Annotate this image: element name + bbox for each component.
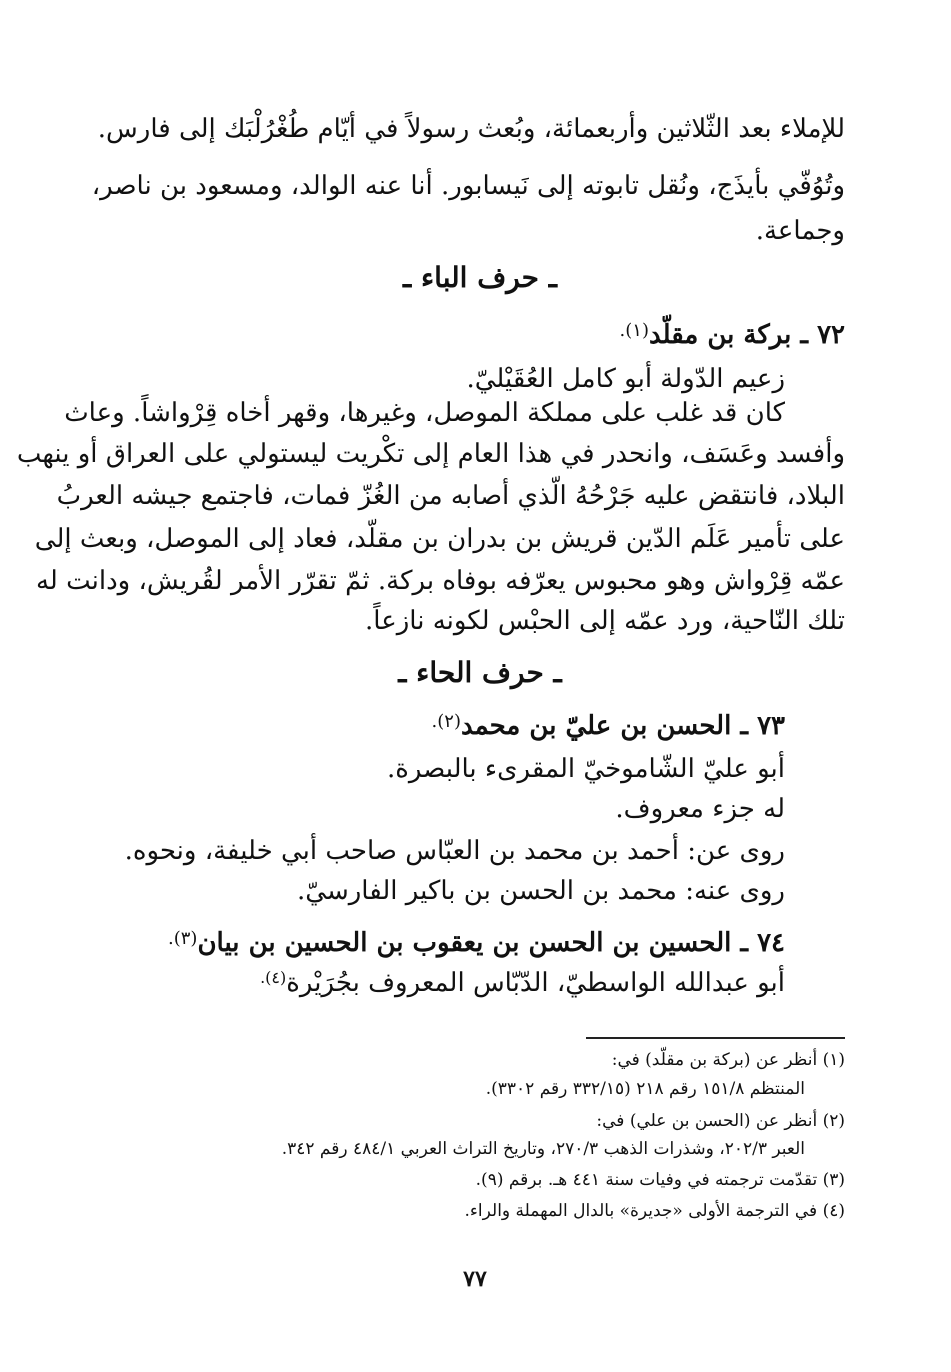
entry-72-title-text: ٧٢ ـ بركة بن مقلّد bbox=[648, 320, 845, 350]
entry-73-line-4: روى عنه: محمد بن الحسن بن باكير الفارسيّ. bbox=[297, 876, 785, 906]
footnote-4: (٤) في الترجمة الأولى «جديرة» بالدال المهملة والراء. bbox=[464, 1201, 845, 1221]
footnote-2: (٢) أنظر عن (الحسن بن علي) في: bbox=[596, 1111, 845, 1131]
intro-line-3: وجماعة. bbox=[755, 216, 845, 246]
footnote-1-source: المنتظم ١٥١/٨ رقم ٢١٨ (٣٣٢/١٥ رقم ٣٣٠٢). bbox=[485, 1079, 805, 1099]
entry-73-line-3: روى عن: أحمد بن محمد بن العبّاس صاحب أبي خليفة، ونحوه. bbox=[124, 836, 785, 866]
intro-line-2: وتُوُفّي بأيذَج، ونُقل تابوته إلى نَيسابور. أنا عنه الوالد، ومسعود بن ناصر، bbox=[91, 171, 845, 201]
entry-74-line-1 bbox=[260, 968, 785, 998]
entry-72-line-6: عمّه قِرْواش وهو محبوس يعرّفه بوفاه بركة. ثمّ تقرّر الأمر لقُريش، ودانت له bbox=[35, 566, 845, 596]
entry-73-line-1: أبو عليّ الشّاموخيّ المقرىء بالبصرة. bbox=[386, 754, 785, 784]
entry-72-line-2: كان قد غلب على مملكة الموصل، وغيرها، وقهر أخاه قِرْواشاً. وعاث bbox=[64, 398, 785, 428]
page-number: ٧٧ bbox=[463, 1266, 487, 1292]
entry-72-line-5: على تأمير عَلَم الدّين قريش بن بدران بن مقلّد، فعاد إلى الموصل، وبعث إلى bbox=[34, 524, 845, 554]
entry-74-title-text: ٧٤ ـ الحسين بن الحسن بن يعقوب بن الحسين بن بيان bbox=[197, 928, 785, 958]
entry-73-footnote-ref: (٢). bbox=[431, 711, 461, 732]
entry-73-line-2: له جزء معروف. bbox=[615, 794, 785, 824]
entry-72-line-7: تلك النّاحية، ورد عمّه إلى الحبْس لكونه نازعاً. bbox=[365, 606, 845, 636]
footnote-2-source: العبر ٢٠٢/٣، وشذرات الذهب ٢٧٠/٣، وتاريخ التراث العربي ٤٨٤/١ رقم ٣٤٢. bbox=[281, 1139, 805, 1159]
section-heading-baa: ـ حرف الباء ـ bbox=[403, 261, 557, 294]
entry-74-line-footnote-ref: (٤). bbox=[260, 968, 287, 987]
entry-72-line-3: وأفسد وعَسَف، وانحدر في هذا العام إلى تكْريت ليستولي على العراق أو ينهب bbox=[16, 439, 845, 469]
entry-72-line-4: البلاد، فانتقض عليه جَرْحُهُ الّذي أصابه من الغُزّ فمات، فاجتمع جيشه العربُ bbox=[56, 481, 845, 511]
entry-74-line-1-text: أبو عبدالله الواسطيّ، الدّبّاس المعروف بجُرَيْرة bbox=[286, 968, 785, 998]
section-heading-haa: ـ حرف الحاء ـ bbox=[398, 656, 562, 689]
entry-73-title bbox=[420, 713, 785, 739]
footnote-3: (٣) تقدّمت ترجمته في وفيات سنة ٤٤١ هـ. برقم (٩). bbox=[475, 1170, 845, 1190]
entry-74-title bbox=[167, 928, 785, 958]
entry-74-footnote-ref: (٣). bbox=[167, 928, 198, 949]
entry-72-title bbox=[450, 322, 845, 348]
entry-73-title-text: ٧٣ ـ الحسن بن عليّ بن محمد bbox=[460, 711, 785, 741]
entry-72-footnote-ref: (١). bbox=[619, 320, 649, 341]
intro-line-1: للإملاء بعد الثّلاثين وأربعمائة، وبُعث رسولاً في أيّام طُغْرُلْبَك إلى فارس. bbox=[97, 114, 845, 144]
entry-72-line-1: زعيم الدّولة أبو كامل العُقَيْليّ. bbox=[466, 364, 785, 394]
footnote-separator bbox=[586, 1037, 845, 1039]
footnote-1: (١) أنظر عن (بركة بن مقلّد) في: bbox=[611, 1050, 845, 1070]
